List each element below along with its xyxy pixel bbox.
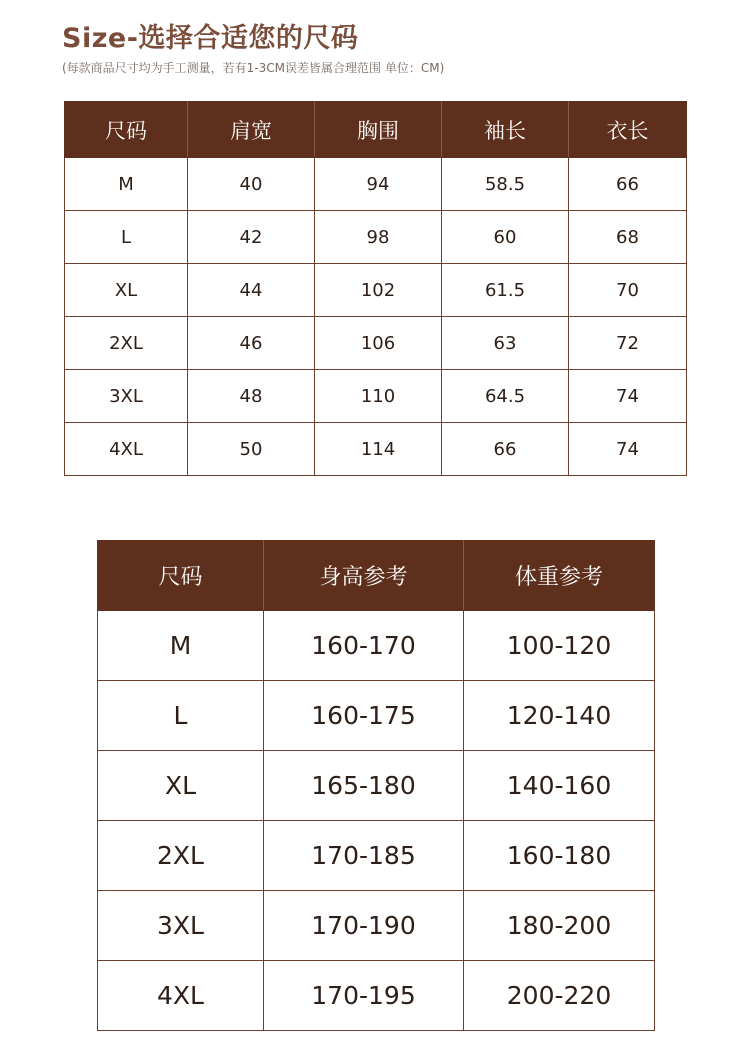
- cell-shoulder: 46: [188, 317, 315, 370]
- cell-shoulder: 48: [188, 370, 315, 423]
- cell-weight: 120-140: [464, 681, 655, 751]
- cell-height: 160-170: [264, 611, 464, 681]
- cell-chest: 98: [315, 211, 442, 264]
- cell-size: M: [98, 611, 264, 681]
- cell-chest: 94: [315, 158, 442, 211]
- cell-size: XL: [65, 264, 188, 317]
- column-header-sleeve: 袖长: [442, 102, 569, 158]
- table-row: [65, 423, 687, 476]
- cell-size: 4XL: [98, 961, 264, 1031]
- column-header-shoulder: 肩宽: [188, 102, 315, 158]
- cell-height: 165-180: [264, 751, 464, 821]
- cell-height: 170-195: [264, 961, 464, 1031]
- column-header-size: 尺码: [65, 102, 188, 158]
- cell-sleeve: 58.5: [442, 158, 569, 211]
- cell-weight: 140-160: [464, 751, 655, 821]
- table-header-row: [65, 102, 687, 158]
- table-row: [98, 751, 655, 821]
- cell-chest: 110: [315, 370, 442, 423]
- cell-weight: 180-200: [464, 891, 655, 961]
- table-row: [65, 264, 687, 317]
- table-row: [98, 891, 655, 961]
- table-row: [65, 211, 687, 264]
- table-header-row: [98, 541, 655, 611]
- cell-weight: 200-220: [464, 961, 655, 1031]
- cell-size: 2XL: [98, 821, 264, 891]
- size-measurement-table: [64, 101, 687, 476]
- cell-size: 2XL: [65, 317, 188, 370]
- cell-size: L: [65, 211, 188, 264]
- cell-length: 72: [569, 317, 687, 370]
- cell-length: 68: [569, 211, 687, 264]
- cell-length: 66: [569, 158, 687, 211]
- cell-size: 3XL: [65, 370, 188, 423]
- cell-height: 160-175: [264, 681, 464, 751]
- table-row: [98, 611, 655, 681]
- cell-length: 70: [569, 264, 687, 317]
- cell-weight: 100-120: [464, 611, 655, 681]
- cell-shoulder: 50: [188, 423, 315, 476]
- cell-sleeve: 61.5: [442, 264, 569, 317]
- measurement-note: (每款商品尺寸均为手工测量，若有1-3CM误差皆属合理范围 单位：CM): [62, 61, 445, 75]
- cell-shoulder: 42: [188, 211, 315, 264]
- cell-length: 74: [569, 370, 687, 423]
- cell-size: 4XL: [65, 423, 188, 476]
- cell-height: 170-190: [264, 891, 464, 961]
- cell-chest: 102: [315, 264, 442, 317]
- table-row: [65, 158, 687, 211]
- cell-sleeve: 63: [442, 317, 569, 370]
- column-header-chest: 胸围: [315, 102, 442, 158]
- column-header-height: 身高参考: [264, 541, 464, 611]
- column-header-weight: 体重参考: [464, 541, 655, 611]
- cell-shoulder: 44: [188, 264, 315, 317]
- cell-shoulder: 40: [188, 158, 315, 211]
- table-row: [65, 370, 687, 423]
- column-header-size: 尺码: [98, 541, 264, 611]
- page-title: Size-选择合适您的尺码: [62, 23, 359, 54]
- cell-sleeve: 60: [442, 211, 569, 264]
- cell-height: 170-185: [264, 821, 464, 891]
- cell-sleeve: 66: [442, 423, 569, 476]
- table-row: [98, 821, 655, 891]
- column-header-length: 衣长: [569, 102, 687, 158]
- cell-size: 3XL: [98, 891, 264, 961]
- cell-size: M: [65, 158, 188, 211]
- cell-size: L: [98, 681, 264, 751]
- table-row: [98, 681, 655, 751]
- table-row: [65, 317, 687, 370]
- table-row: [98, 961, 655, 1031]
- cell-chest: 106: [315, 317, 442, 370]
- cell-length: 74: [569, 423, 687, 476]
- cell-size: XL: [98, 751, 264, 821]
- cell-chest: 114: [315, 423, 442, 476]
- cell-sleeve: 64.5: [442, 370, 569, 423]
- cell-weight: 160-180: [464, 821, 655, 891]
- height-weight-reference-table: [97, 540, 655, 1031]
